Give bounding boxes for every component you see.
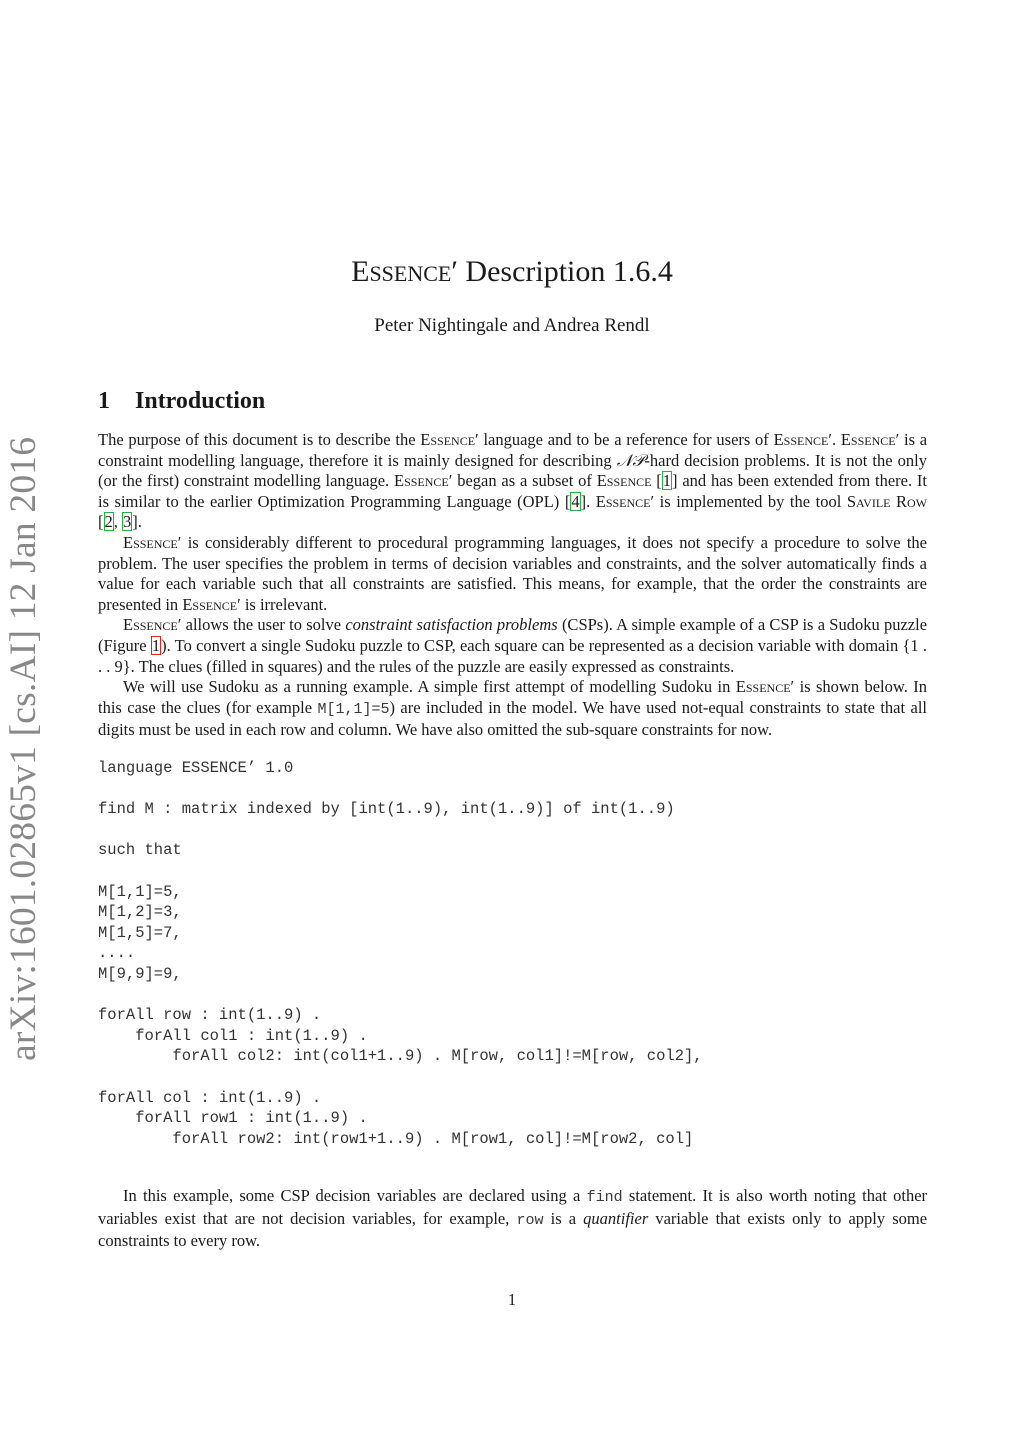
figure-link[interactable]: 1 xyxy=(151,635,161,655)
page-number: 1 xyxy=(507,1290,517,1309)
code-line: language ESSENCE’ 1.0 xyxy=(98,759,294,777)
code-line: forAll row : int(1..9) . xyxy=(98,1006,322,1025)
code-line: forAll col1 : int(1..9) . xyxy=(98,1026,368,1045)
paragraph-1: The purpose of this document is to describe the Essence′ language and to be a reference for users of Essence′. Essence′ is a constraint modelling language, therefore it is mainly designed for describing 𝒩𝒫-hard decision problems. It is not the only (or the first) constraint modelling language. Essence′ began as a subset of Essence [1] and has been extended from there. It is similar to the earlier Optimization Programming Language (OPL) [4]. Essence′ is implemented by the tool Savile Row [2, 3]. xyxy=(98,430,928,532)
code-line: forAll col : int(1..9) . xyxy=(98,1088,322,1107)
paragraph-2: Essence′ is considerably different to procedural programming languages, it does not specify a procedure to solve the problem. The user specifies the problem in terms of decision variables and constraints, and the solver automatically finds a value for each variable such that all constraints are satisfied. This means, for example, that the order the constraints are presented in Essence′ is irrelevant. xyxy=(98,532,928,614)
code-line: forAll col2: int(col1+1..9) . M[row, col1]!=M[row, col2], xyxy=(98,1047,703,1066)
code-line: find M : matrix indexed by [int(1..9), int(1..9)] of int(1..9) xyxy=(98,800,675,819)
code-line: forAll row2: int(row1+1..9) . M[row1, col]!=M[row2, col] xyxy=(98,1129,694,1148)
code-line: such that xyxy=(98,841,182,860)
code-line: M[9,9]=9, xyxy=(98,964,182,983)
citation-link[interactable]: 3 xyxy=(123,512,132,532)
paper-title: ESSENCE′ Description 1.6.4 xyxy=(351,255,673,288)
citation-link[interactable]: 4 xyxy=(571,491,580,511)
code-line: M[1,1]=5, xyxy=(98,882,182,901)
citation-link[interactable]: 2 xyxy=(104,512,113,532)
introduction-body xyxy=(98,430,927,741)
paragraph-3: Essence′ allows the user to solve constraint satisfaction problems (CSPs). A simple example of a CSP is a Sudoku puzzle (Figure 1). To convert a single Sudoku puzzle to CSP, each square can be represented as a decision variable with domain {1 . . . 9}. The clues (filled in squares) and the rules of the puzzle are easily expressed as constraints. xyxy=(98,615,928,676)
code-line: .... xyxy=(98,944,136,963)
paper-authors: Peter Nightingale and Andrea Rendl xyxy=(374,315,650,336)
code-listing xyxy=(98,758,703,1149)
code-line: forAll row1 : int(1..9) . xyxy=(98,1109,368,1128)
np-symbol: 𝒩𝒫 xyxy=(616,450,645,470)
closing-paragraph: In this example, some CSP decision variables are declared using a find statement. It is also worth noting that other variables exist that are not decision variables, for example, row is a quantifier variable that exists only to apply some constraints to every row. xyxy=(98,1186,928,1251)
arxiv-identifier: arXiv:1601.02865v1 [cs.AI] 12 Jan 2016 xyxy=(3,436,44,1061)
section-heading-introduction: 1 Introduction xyxy=(98,388,266,414)
code-line: M[1,2]=3, xyxy=(98,903,182,922)
citation-link[interactable]: 1 xyxy=(662,471,672,491)
paragraph-4: We will use Sudoku as a running example. A simple first attempt of modelling Sudoku in Essence′ is shown below. In this case the clues (for example M[1,1]=5) are included in the model. We have used not-equal constraints to state that all digits must be used in each row and column. We have also omitted the sub-square constraints for now. xyxy=(98,677,928,740)
code-line: M[1,5]=7, xyxy=(98,923,182,942)
